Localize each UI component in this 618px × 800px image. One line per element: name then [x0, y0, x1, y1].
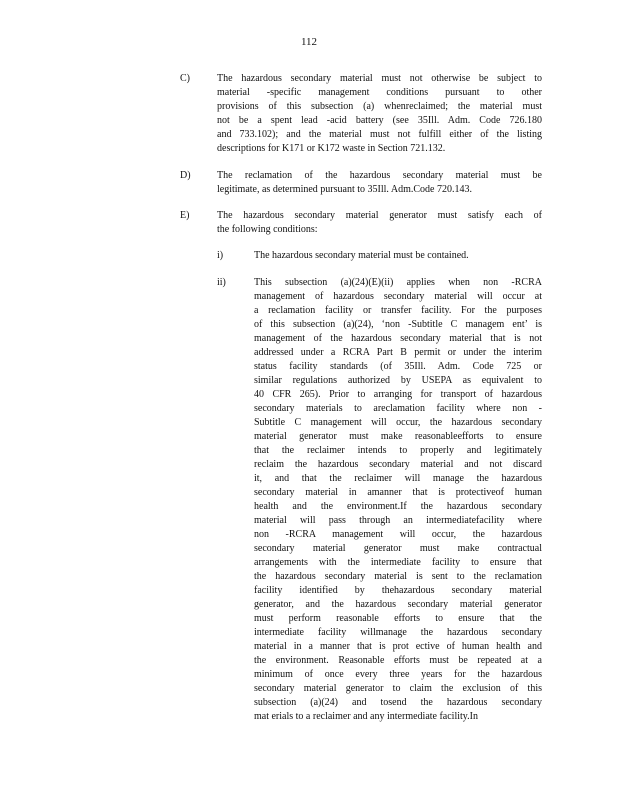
text-line: reclaim the hazardous secondary material and not discard	[254, 459, 542, 470]
text-line: arrangements with the intermediate facility to ensure that	[254, 557, 542, 568]
text-line: health and the environment.If the hazardous secondary	[254, 501, 542, 512]
text-line: material in a manner that is prot ective of human health and	[254, 641, 542, 652]
text-line: The hazardous secondary material must not otherwise be subject to	[217, 73, 542, 84]
text-line: status facility standards (of 35Ill. Adm. Code 725 or	[254, 361, 542, 372]
text-line: This subsection (a)(24)(E)(ii) applies when non -RCRA	[254, 277, 542, 288]
text-line: secondary materials to areclamation facility where non -	[254, 403, 542, 414]
text-line: material -specific management conditions pursuant to other	[217, 87, 542, 98]
text-line: it, and that the reclaimer will manage the hazardous	[254, 473, 542, 484]
subitem-i-label: i)	[217, 250, 224, 261]
text-line: mat erials to a reclaimer and any intermediate facility.In	[254, 711, 478, 722]
text-line: that the reclaimer intends to properly and legitimately	[254, 445, 542, 456]
text-line: legitimate, as determined pursuant to 35Ill. Adm.Code 720.143.	[217, 184, 472, 195]
text-line: The reclamation of the hazardous secondary material must be	[217, 170, 542, 181]
text-line: management of hazardous secondary material will occur at	[254, 291, 542, 302]
text-line: The hazardous secondary material generator must satisfy each of	[217, 210, 542, 221]
text-line: intermediate facility willmanage the hazardous secondary	[254, 627, 542, 638]
text-line: non -RCRA management will occur, the hazardous	[254, 529, 542, 540]
text-line: secondary material in amanner that is protectiveof human	[254, 487, 542, 498]
page-number: 112	[300, 36, 318, 48]
text-line: provisions of this subsection (a) whenreclaimed; the material must	[217, 101, 542, 112]
item-d-text	[217, 169, 542, 197]
subitem-ii-label: ii)	[217, 277, 226, 288]
text-line: the hazardous secondary material is sent to the reclamation	[254, 571, 542, 582]
text-line: descriptions for K171 or K172 waste in Section 721.132.	[217, 143, 446, 154]
text-line: addressed under a RCRA Part B permit or under the interim	[254, 347, 542, 358]
text-line: The hazardous secondary material must be contained.	[254, 250, 469, 261]
text-line: secondary material generator must make contractual	[254, 543, 542, 554]
text-line: facility identified by thehazardous secondary material	[254, 585, 542, 596]
text-line: minimum of once every three years for the hazardous	[254, 669, 542, 680]
item-c-text	[217, 72, 542, 156]
text-line: management of the hazardous secondary material that is not	[254, 333, 542, 344]
item-e-label: E)	[180, 210, 190, 221]
text-line: the environment. Reasonable efforts must be repeated at a	[254, 655, 542, 666]
text-line: must perform reasonable efforts to ensure that the	[254, 613, 542, 624]
subitem-i-text	[254, 249, 544, 263]
text-line: Subtitle C management will occur, the hazardous secondary	[254, 417, 542, 428]
text-line: and 733.102); and the material must not fulfill either of the listing	[217, 129, 542, 140]
text-line: material generator must make reasonableefforts to ensure	[254, 431, 542, 442]
item-e-text	[217, 209, 542, 237]
item-c-label: C)	[180, 73, 190, 84]
text-line: secondary material generator to claim the exclusion of this	[254, 683, 542, 694]
item-d-label: D)	[180, 170, 191, 181]
subitem-ii-text	[254, 276, 542, 724]
text-line: generator, and the hazardous secondary material generator	[254, 599, 542, 610]
text-line: 40 CFR 265). Prior to arranging for transport of hazardous	[254, 389, 542, 400]
text-line: material will pass through an intermediatefacility where	[254, 515, 542, 526]
text-line: similar regulations authorized by USEPA as equivalent to	[254, 375, 542, 386]
text-line: subsection (a)(24) and tosend the hazardous secondary	[254, 697, 542, 708]
text-line: not be a spent lead -acid battery (see 35Ill. Adm. Code 726.180	[217, 115, 542, 126]
text-line: the following conditions:	[217, 224, 318, 235]
text-line: a reclamation facility or transfer facility. For the purposes	[254, 305, 542, 316]
text-line: of this subsection (a)(24), ‘non -Subtitle C managem ent’ is	[254, 319, 542, 330]
